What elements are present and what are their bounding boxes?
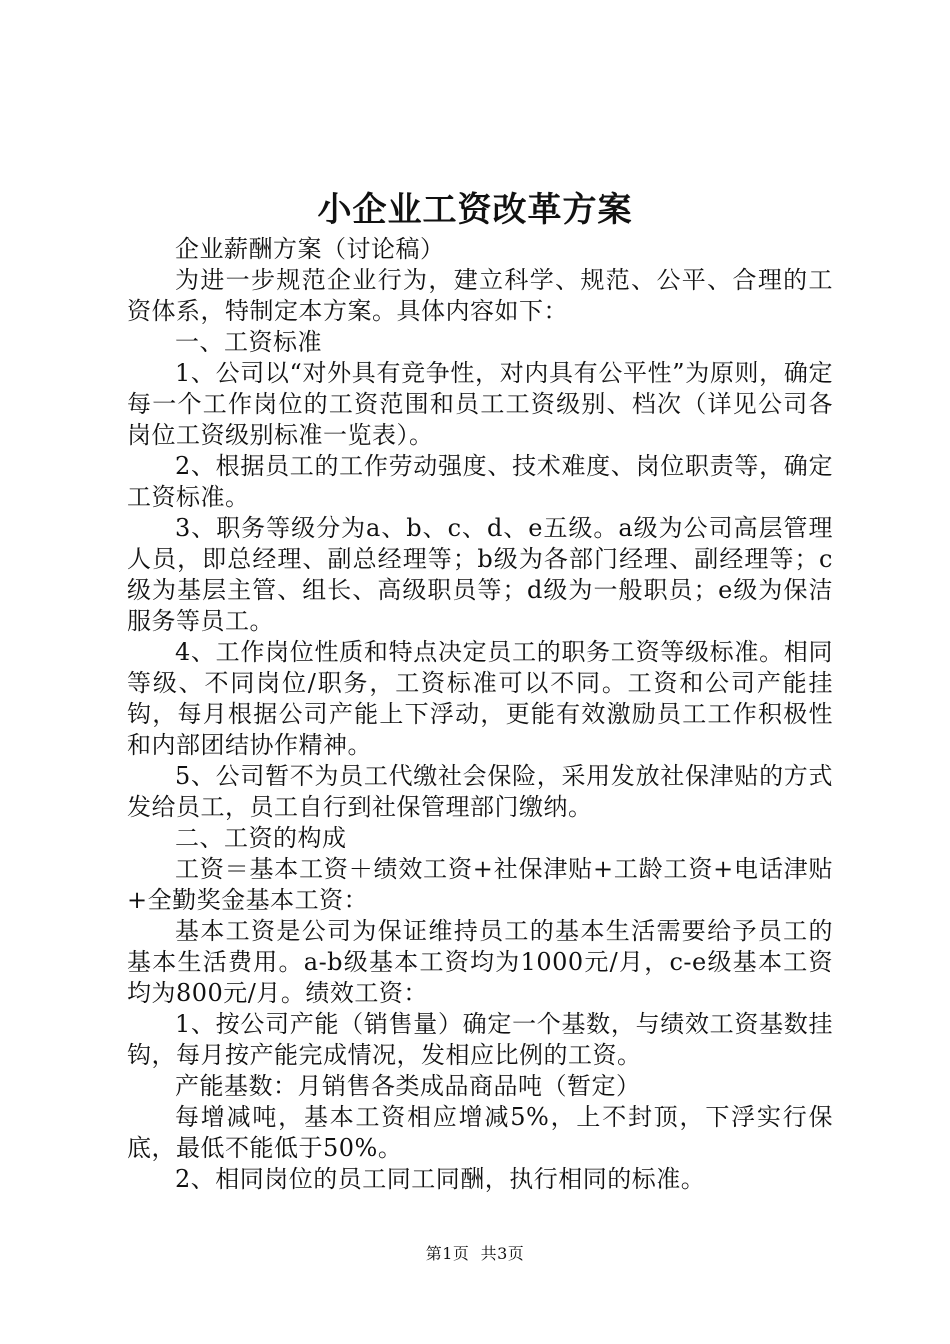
paragraph-item-2: 2、根据员工的工作劳动强度、技术难度、岗位职责等，确定工资标准。 [127, 452, 833, 511]
paragraph-subtitle: 企业薪酬方案（讨论稿） [175, 235, 445, 263]
page-footer [0, 1243, 950, 1265]
paragraph-capacity-base: 产能基数：月销售各类成品商品吨（暂定） [175, 1072, 641, 1100]
page-number: 第1页 共3页 [425, 1244, 525, 1263]
paragraph-item-5: 5、公司暂不为员工代缴社会保险，采用发放社保津贴的方式发给员工，员工自行到社保管理部门缴纳。 [127, 762, 833, 821]
document-body [127, 234, 833, 1195]
section-heading-salary-composition: 二、工资的构成 [175, 824, 347, 852]
paragraph-adjustment-rule: 每增减吨，基本工资相应增减5%，上不封顶，下浮实行保底，最低不能低于50%。 [127, 1103, 833, 1162]
paragraph-performance-item-1: 1、按公司产能（销售量）确定一个基数，与绩效工资基数挂钩，每月按产能完成情况，发相应比例的工资。 [127, 1010, 833, 1069]
paragraph-item-4: 4、工作岗位性质和特点决定员工的职务工资等级标准。相同等级、不同岗位/职务，工资标准可以不同。工资和公司产能挂钩，每月根据公司产能上下浮动，更能有效激励员工工作积极性和内部团结协作精神。 [127, 638, 833, 759]
document-title: 小企业工资改革方案 [317, 190, 633, 230]
paragraph-performance-item-2: 2、相同岗位的员工同工同酬，执行相同的标准。 [175, 1165, 706, 1193]
paragraph-intro: 为进一步规范企业行为，建立科学、规范、公平、合理的工资体系，特制定本方案。具体内容如下： [127, 266, 833, 325]
paragraph-item-1: 1、公司以“对外具有竞争性，对内具有公平性”为原则，确定每一个工作岗位的工资范围和员工工资级别、档次（详见公司各岗位工资级别标准一览表）。 [127, 359, 833, 449]
paragraph-item-3: 3、职务等级分为a、b、c、d、e五级。a级为公司高层管理人员，即总经理、副总经理等；b级为各部门经理、副经理等；c级为基层主管、组长、高级职员等；d级为一般职员；e级为保洁服务等员工。 [127, 514, 833, 635]
paragraph-salary-formula: 工资＝基本工资＋绩效工资+社保津贴+工龄工资+电话津贴+全勤奖金基本工资： [127, 855, 833, 914]
section-heading-salary-standard: 一、工资标准 [175, 328, 322, 356]
paragraph-base-salary: 基本工资是公司为保证维持员工的基本生活需要给予员工的基本生活费用。a-b级基本工资均为1000元/月，c-e级基本工资均为800元/月。绩效工资： [127, 917, 833, 1007]
